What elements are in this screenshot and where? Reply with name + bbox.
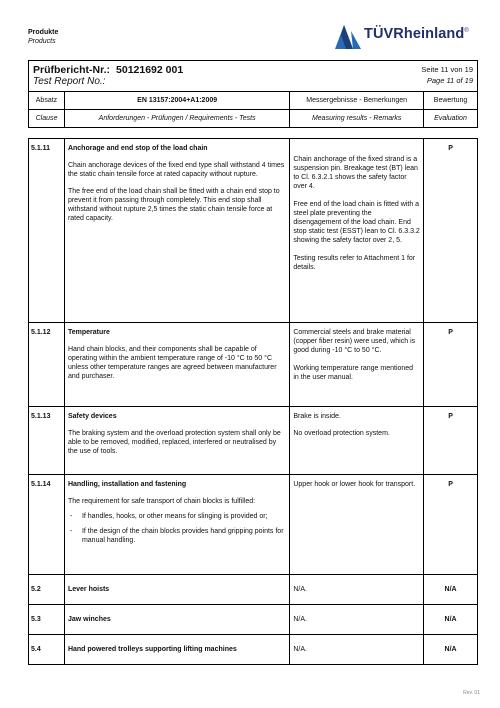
remark-text: Working temperature range mentioned in the user manual. [293, 365, 414, 381]
remark-text: Testing results refer to Attachment 1 for details. [293, 255, 416, 271]
requirement-text: Chain anchorage devices of the fixed end type shall withstand 4 times the static chain tensile force at rated capacity without rupture. [67, 162, 285, 178]
page-number-en: Page 11 of 19 [426, 76, 473, 85]
col-results-de: Messergebnisse - Bemerkungen [290, 92, 424, 110]
col-requirements: Anforderungen - Prüfungen / Requirements - Tests [64, 110, 289, 128]
remark-text: N/A. [290, 605, 424, 635]
verdict: P [424, 139, 478, 323]
table-row [29, 575, 478, 605]
requirement-title: Anchorage and end stop of the load chain [67, 145, 208, 152]
table-row [29, 635, 478, 665]
report-number-line [33, 64, 183, 76]
report-label-de: Prüfbericht-Nr.: [33, 64, 111, 76]
requirement-text: Hand chain blocks, and their components shall be capable of operating within the ambient temperature range of -10 °C to 50 °C unless other temperature ranges are agreed between manufacturer and purchaser. [67, 346, 277, 380]
remark-text: Brake is inside. [293, 413, 341, 420]
list-marker: - [69, 513, 73, 520]
clause-number: 5.2 [29, 575, 65, 605]
verdict: N/A [424, 605, 478, 635]
col-bewertung: Bewertung [424, 92, 478, 110]
requirement-text: The requirement for safe transport of chain blocks is fulfilled: [67, 498, 256, 505]
column-header-table [28, 91, 478, 128]
clause-number: 5.1.12 [29, 323, 65, 407]
remark-cell [290, 407, 424, 475]
requirement-title: Jaw winches [64, 605, 289, 635]
requirement-cell [64, 407, 289, 475]
clause-number: 5.1.11 [29, 139, 65, 323]
col-clause: Clause [29, 110, 65, 128]
col-evaluation: Evaluation [424, 110, 478, 128]
report-label-en: Test Report No.: [33, 76, 106, 87]
remark-text: Chain anchorage of the fixed strand is a suspension pin. Breakage test (BT) lean to Cl. 6.3.2.1 shows the safety factor over 4. [293, 156, 418, 190]
verdict: N/A [424, 575, 478, 605]
verdict: N/A [424, 635, 478, 665]
remark-text: Free end of the load chain is fitted with a steel plate preventing the disengagement of the load chain. End stop static test (ESST) lean to Cl. 6.3.3.2 showing the safety factor over 2, 5. [293, 201, 420, 244]
verdict: P [424, 407, 478, 475]
remark-text: Commercial steels and brake material (copper fiber resin) were used, which is good during -10 °C to 50 °C. [293, 329, 416, 354]
revision-label: Rev. 01 [463, 690, 480, 696]
requirement-cell [64, 475, 289, 575]
requirement-text: The free end of the load chain shall be fitted with a chain end stop to prevent it from passing through completely. This end stop shall withstand without rupture 2,5 times the static chain tensile force at rated capacity. [67, 188, 280, 222]
table-row [29, 139, 478, 323]
requirement-title: Hand powered trolleys supporting lifting machines [64, 635, 289, 665]
remark-text: No overload protection system. [293, 430, 390, 437]
remark-cell [290, 475, 424, 575]
requirement-title: Temperature [67, 329, 110, 336]
list-item [68, 512, 286, 521]
brand-text: TÜVRheinland [364, 26, 465, 42]
remark-text: N/A. [290, 575, 424, 605]
list-item-text: If the design of the chain blocks provides hand gripping points for manual handling. [81, 528, 284, 544]
remark-text: N/A. [290, 635, 424, 665]
col-standard: EN 13157:2004+A1:2009 [64, 92, 289, 110]
requirement-cell [64, 323, 289, 407]
requirement-cell [64, 139, 289, 323]
report-header [28, 60, 478, 92]
requirement-title: Safety devices [67, 413, 117, 420]
clause-number: 5.1.13 [29, 407, 65, 475]
table-row [29, 475, 478, 575]
brand-mark: ® [464, 28, 469, 35]
department-de: Produkte [28, 29, 59, 36]
remark-cell [290, 139, 424, 323]
requirement-text: The braking system and the overload protection system shall only be able to be removed, modified, replaced, interfered or neutralised by the use of tools. [67, 430, 281, 455]
requirements-table [28, 138, 478, 665]
requirement-title: Lever hoists [64, 575, 289, 605]
report-number: 50121692 001 [116, 64, 184, 76]
clause-number: 5.4 [29, 635, 65, 665]
clause-number: 5.3 [29, 605, 65, 635]
department-en: Products [28, 38, 56, 45]
list-marker: - [69, 528, 73, 535]
clause-number: 5.1.14 [29, 475, 65, 575]
col-results-en: Measuring results - Remarks [290, 110, 424, 128]
verdict: P [424, 323, 478, 407]
col-absatz: Absatz [29, 92, 65, 110]
remark-cell [290, 323, 424, 407]
requirement-title: Handling, installation and fastening [67, 481, 187, 488]
table-row [29, 407, 478, 475]
table-row [29, 323, 478, 407]
list-item [68, 527, 286, 545]
brand-name [364, 26, 469, 42]
verdict: P [424, 475, 478, 575]
page-number-de: Seite 11 von 19 [421, 65, 473, 74]
table-row [29, 605, 478, 635]
list-item-text: If handles, hooks, or other means for slinging is provided or; [81, 513, 268, 520]
remark-text: Upper hook or lower hook for transport. [293, 481, 416, 488]
department-label [28, 28, 58, 46]
